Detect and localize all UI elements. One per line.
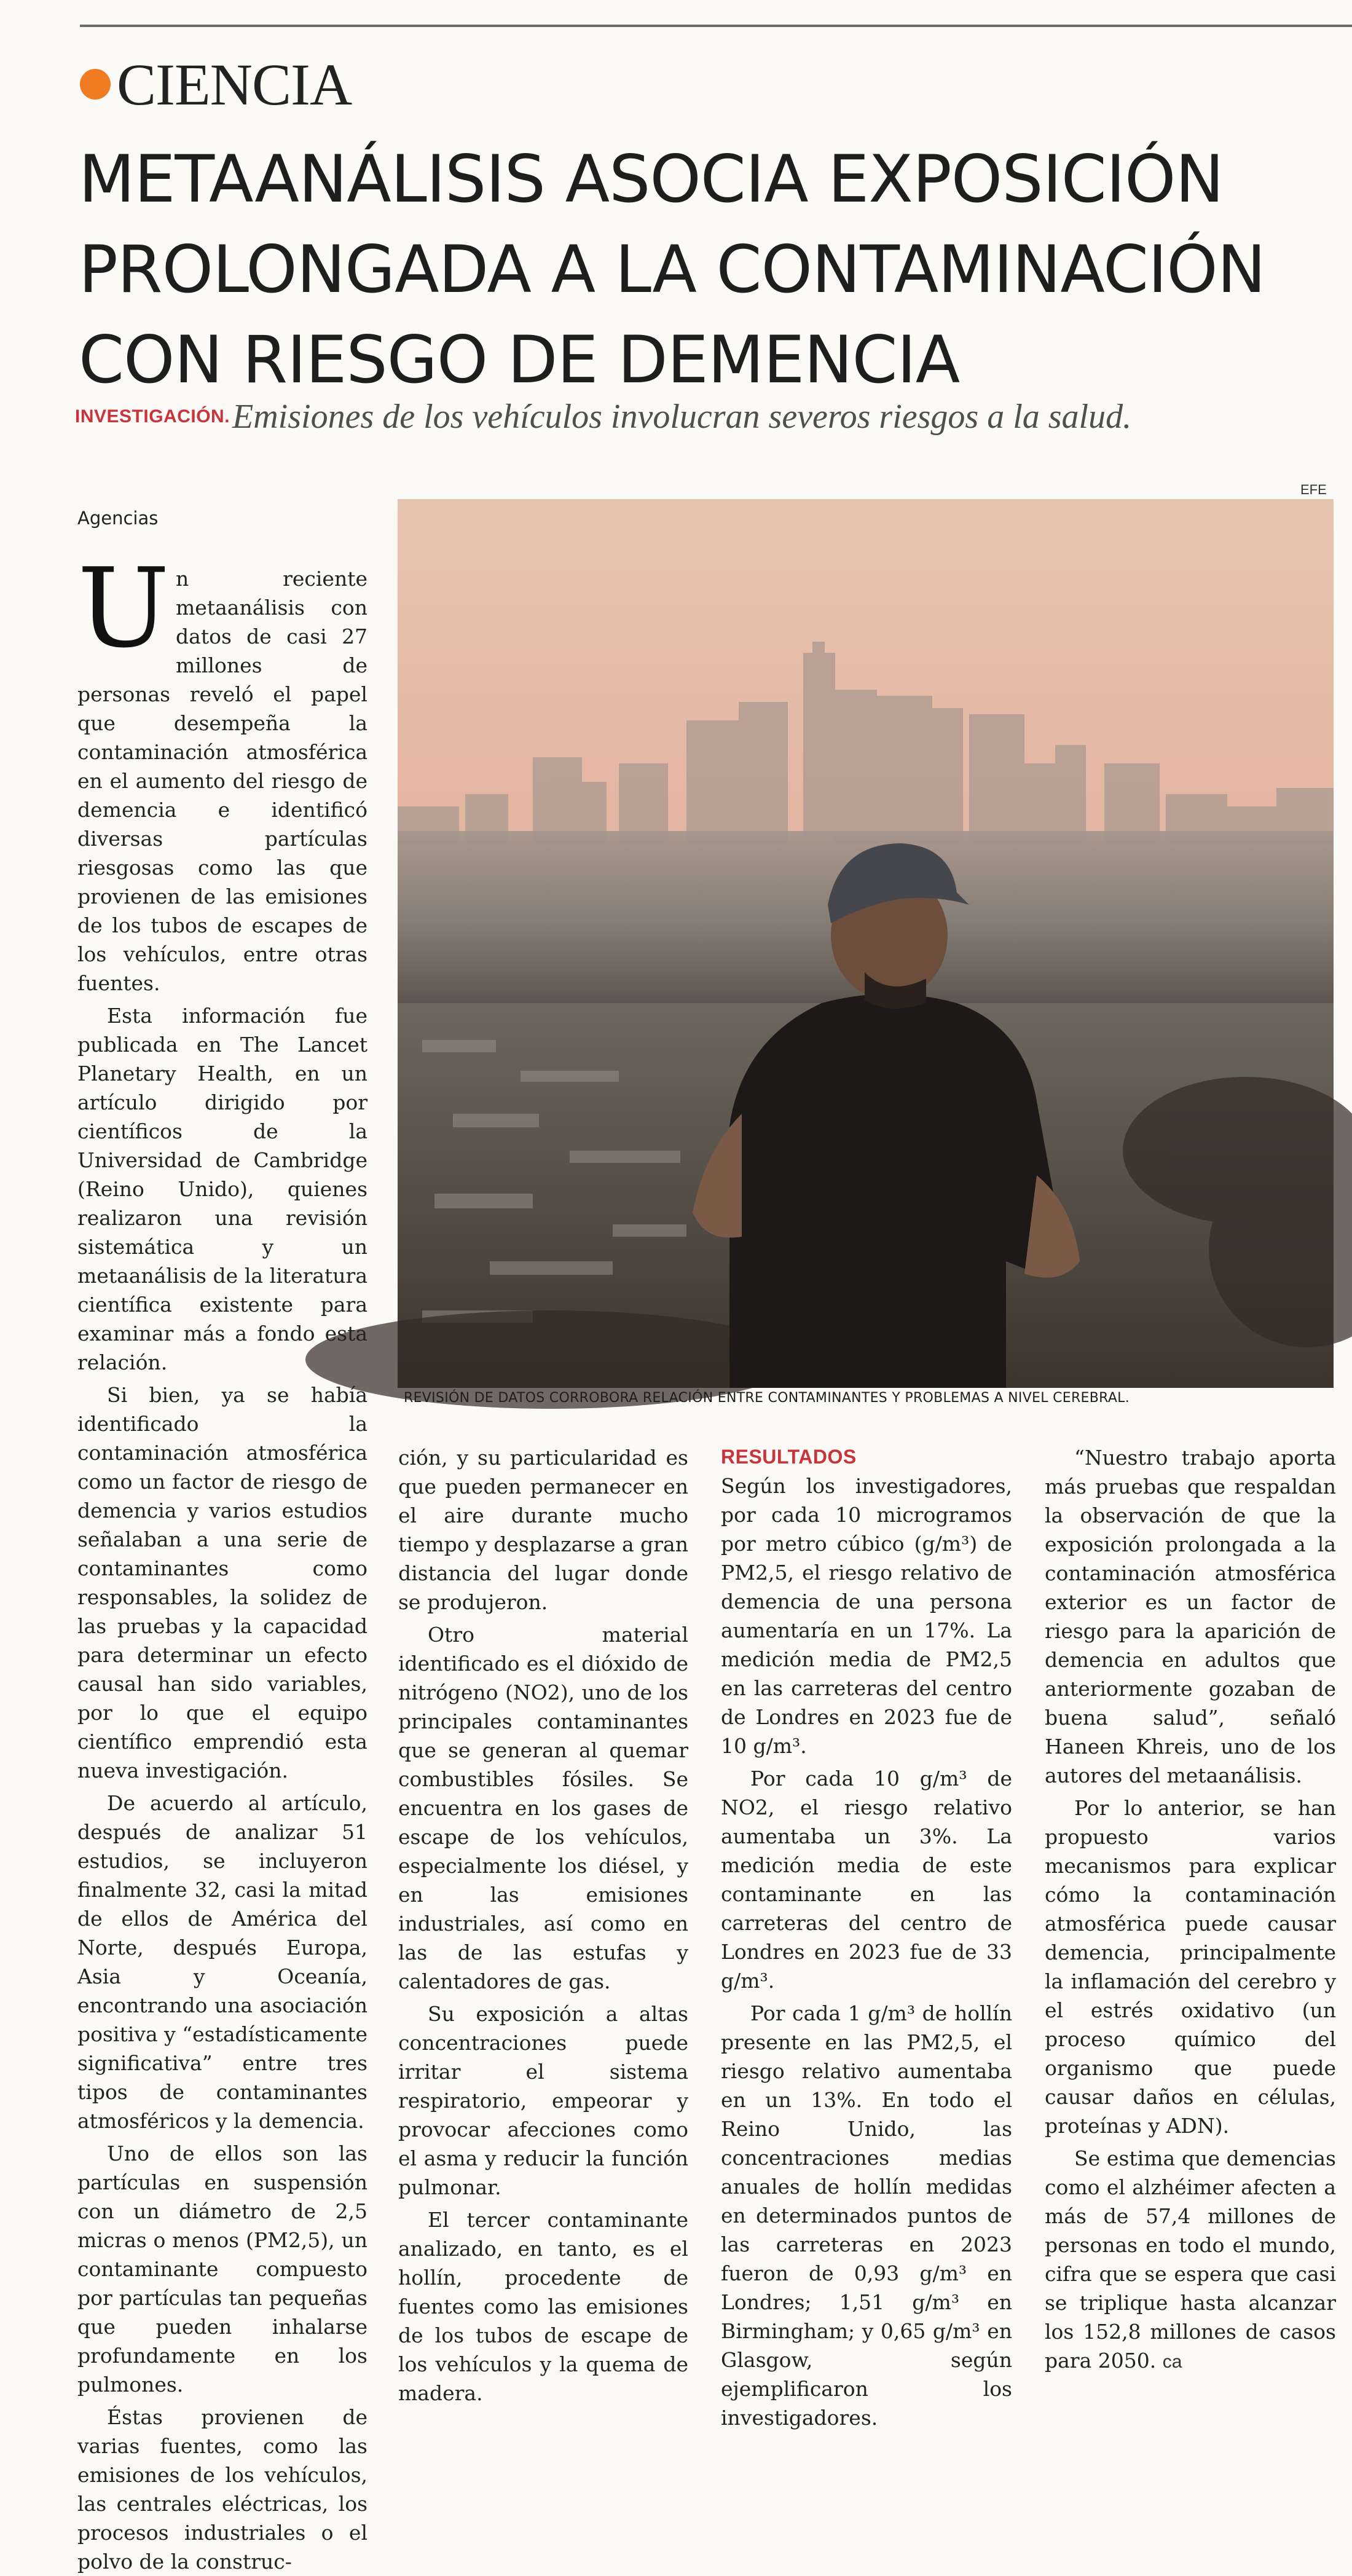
section-header bbox=[80, 50, 352, 118]
paragraph-15 bbox=[1045, 2144, 1336, 2376]
paragraph-3: Si bien, ya se había identificado la contaminación atmosférica como un factor de riesgo de demencia y varios estudios señalaban a una serie de contaminantes como responsables, la solidez de las pruebas y la capacidad para determinar un efecto causal han sido variables, por lo que el equipo científico emprendió esta nueva investigación. bbox=[77, 1383, 367, 1782]
photo-credit: EFE bbox=[1300, 482, 1327, 497]
city-skyline-photo bbox=[398, 499, 1334, 1388]
headline bbox=[79, 134, 1345, 405]
article-photo bbox=[398, 499, 1334, 1388]
headline-line-3: CON RIESGO DE DEMENCIA bbox=[79, 322, 960, 398]
subhead-deck: Emisiones de los vehículos involucran severos riesgos a la salud. bbox=[232, 398, 1132, 436]
section-dot-icon bbox=[80, 69, 111, 100]
paragraph-11: Por cada 10 g/m³ de NO2, el riesgo relativo aumentaba un 3%. La medición media de este contaminante en las carreteras del centro de Londres en 2023 fue de 33 g/m³. bbox=[721, 1767, 1012, 1993]
subhead bbox=[75, 397, 1341, 436]
paragraph-1-text: n reciente metaanálisis con datos de casi 27 millones de personas reveló el papel que desempeña la contaminación atmosférica en el aumento del riesgo de demencia e identificó diversas partículas riesgosas como las que provienen de las emisiones de los tubos de escapes de los vehículos, entre otras fuentes. bbox=[77, 567, 367, 995]
results-kicker: RESULTADOS bbox=[721, 1446, 857, 1468]
paragraph-10: Según los investigadores, por cada 10 microgramos por metro cúbico (g/m³) de PM2,5, el riesgo relativo de demencia de una persona aumentaría en un 17%. La medición media de PM2,5 en las carreteras del centro de Londres en 2023 fue de 10 g/m³. bbox=[721, 1474, 1012, 1758]
article-column-4 bbox=[1045, 1443, 1336, 2373]
paragraph-14: Por lo anterior, se han propuesto varios mecanismos para explicar cómo la contaminación atmosférica puede causar demencia, principalmente la inflamación del cerebro y el estrés oxidativo (un proceso químico del organismo que puede causar daños en células, proteínas y ADN). bbox=[1045, 1796, 1336, 2138]
byline: Agencias bbox=[77, 508, 159, 529]
headline-line-1: METAANÁLISIS ASOCIA EXPOSICIÓN bbox=[79, 141, 1224, 217]
paragraph-7: Otro material identificado es el dióxido de nitrógeno (NO2), uno de los principales contaminantes que se generan al quemar combustibles fósiles. Se encuentra en los gases de escape de los vehículos, especialmente los diésel, y en las emisiones industriales, así como en las de las estufas y calentadores de gas. bbox=[398, 1623, 688, 1993]
section-label: CIENCIA bbox=[117, 51, 352, 117]
paragraph-15-text: Se estima que demencias como el alzhéimer afecten a más de 57,4 millones de personas en todo el mundo, cifra que se espera que casi se triplique hasta alcanzar los 152,8 millones de casos para 2050. bbox=[1045, 2146, 1336, 2373]
paragraph-2: Esta información fue publicada en The Lancet Planetary Health, en un artículo dirigido por científicos de la Universidad de Cambridge (Reino Unido), quienes realizaron una revisión sistemática y un metaanálisis de la literatura científica existente para examinar más a fondo esta relación. bbox=[77, 1004, 367, 1374]
paragraph-9: El tercer contaminante analizado, en tanto, es el hollín, procedente de fuentes como las emisiones de los tubos de escape de los vehículos y la quema de madera. bbox=[398, 2208, 688, 2405]
paragraph-8: Su exposición a altas concentraciones puede irritar el sistema respiratorio, empeorar y provocar afecciones como el asma y reducir la función pulmonar. bbox=[398, 2002, 688, 2199]
paragraph-6a: Éstas provienen de varias fuentes, como las emisiones de los vehículos, las centrales eléctricas, los procesos industriales o el polvo de la construc- bbox=[77, 2405, 367, 2574]
subhead-tag: INVESTIGACIÓN. bbox=[75, 406, 230, 427]
paragraph-5: Uno de ellos son las partículas en suspensión con un diámetro de 2,5 micras o menos (PM2,5), un contaminante compuesto por partículas tan pequeñas que pueden inhalarse profundamente en los pulmones. bbox=[77, 2141, 367, 2397]
article-column-2 bbox=[398, 1443, 688, 2405]
top-rule bbox=[80, 25, 1352, 27]
paragraph-13: “Nuestro trabajo aporta más pruebas que respaldan la observación de que la exposición prolongada a la contaminación atmosférica exterior es un factor de riesgo para la aparición de demencia en adultos que anteriormente gozaban de buena salud”, señaló Haneen Khreis, uno de los autores del metaanálisis. bbox=[1045, 1446, 1336, 1787]
paragraph-1 bbox=[77, 545, 367, 998]
paragraph-12: Por cada 1 g/m³ de hollín presente en las PM2,5, el riesgo relativo aumentaba en un 13%. En todo el Reino Unido, las concentraciones medias anuales de hollín medidas en determinados puntos de las carreteras en 2023 fueron de 0,93 g/m³ en Londres; 1,51 g/m³ en Birmingham; y 0,65 g/m³ en Glasgow, según ejemplificaron los investigadores. bbox=[721, 2001, 1012, 2430]
headline-line-2: PROLONGADA A LA CONTAMINACIÓN bbox=[79, 232, 1265, 307]
drop-cap: U bbox=[77, 545, 170, 672]
article-column-3 bbox=[721, 1443, 1012, 2430]
photo-caption: REVISIÓN DE DATOS CORROBORA RELACIÓN ENTRE CONTAMINANTES Y PROBLEMAS A NIVEL CEREBRAL. bbox=[404, 1390, 1130, 1406]
paragraph-6b: ción, y su particularidad es que pueden permanecer en el aire durante mucho tiempo y desplazarse a gran distancia del lugar donde se produjeron. bbox=[398, 1446, 688, 1614]
article-column-1 bbox=[77, 545, 367, 2574]
end-mark-icon: ca bbox=[1162, 2352, 1182, 2372]
paragraph-4: De acuerdo al artículo, después de analizar 51 estudios, se incluyeron finalmente 32, casi la mitad de ellos de América del Norte, después Europa, Asia y Oceanía, encontrando una asociación positiva y “estadísticamente significativa” entre tres tipos de contaminantes atmosféricos y la demencia. bbox=[77, 1791, 367, 2133]
